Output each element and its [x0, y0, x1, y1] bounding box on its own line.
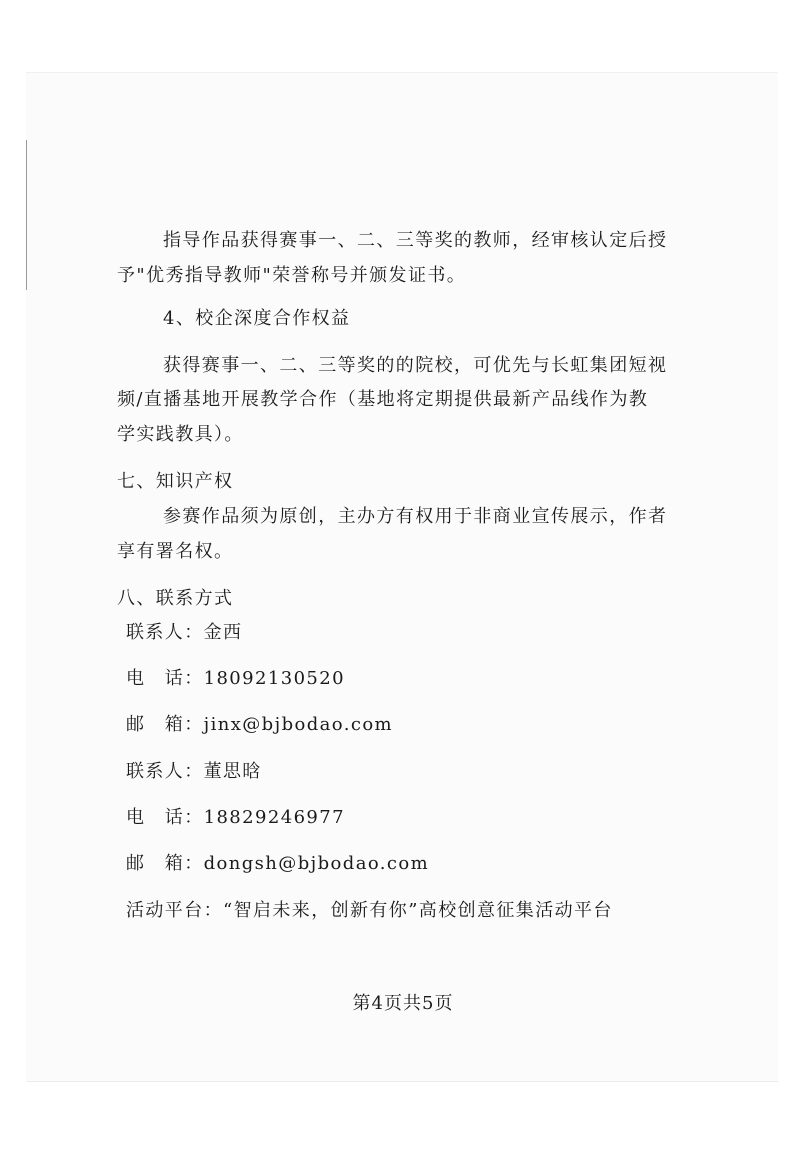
cooperation-line-1: 获得赛事一、二、三等奖的的院校，可优先与长虹集团短视 — [163, 355, 668, 376]
award-teacher-line-1: 指导作品获得赛事一、二、三等奖的教师，经审核认定后授 — [163, 230, 668, 251]
award-teacher-line-2: 予"优秀指导教师"荣誉称号并颁发证书。 — [117, 265, 467, 286]
page-number: 第4页共5页 — [352, 993, 454, 1014]
contact-1-email: 邮 箱：jinx@bjbodao.com — [126, 714, 394, 735]
cooperation-line-3: 学实践教具）。 — [117, 424, 244, 445]
contact-2-email: 邮 箱：dongsh@bjbodao.com — [126, 853, 430, 874]
section-7-heading: 七、知识产权 — [117, 471, 234, 492]
ip-line-1: 参赛作品须为原创，主办方有权用于非商业宣传展示，作者 — [163, 506, 668, 527]
activity-platform: 活动平台：“智启未来，创新有你”高校创意征集活动平台 — [126, 900, 613, 921]
section-8-heading: 八、联系方式 — [117, 588, 234, 609]
section-4-heading: 4、校企深度合作权益 — [163, 308, 351, 329]
scanned-page — [26, 72, 778, 1082]
contact-1-person: 联系人：金西 — [126, 622, 243, 643]
cooperation-line-2: 频/直播基地开展教学合作（基地将定期提供最新产品线作为教 — [117, 389, 649, 410]
contact-2-person: 联系人：董思晗 — [126, 761, 262, 782]
ip-line-2: 享有署名权。 — [117, 541, 234, 562]
scan-edge-mark — [26, 140, 27, 290]
contact-2-phone: 电 话：18829246977 — [126, 807, 345, 828]
contact-1-phone: 电 话：18092130520 — [126, 668, 345, 689]
